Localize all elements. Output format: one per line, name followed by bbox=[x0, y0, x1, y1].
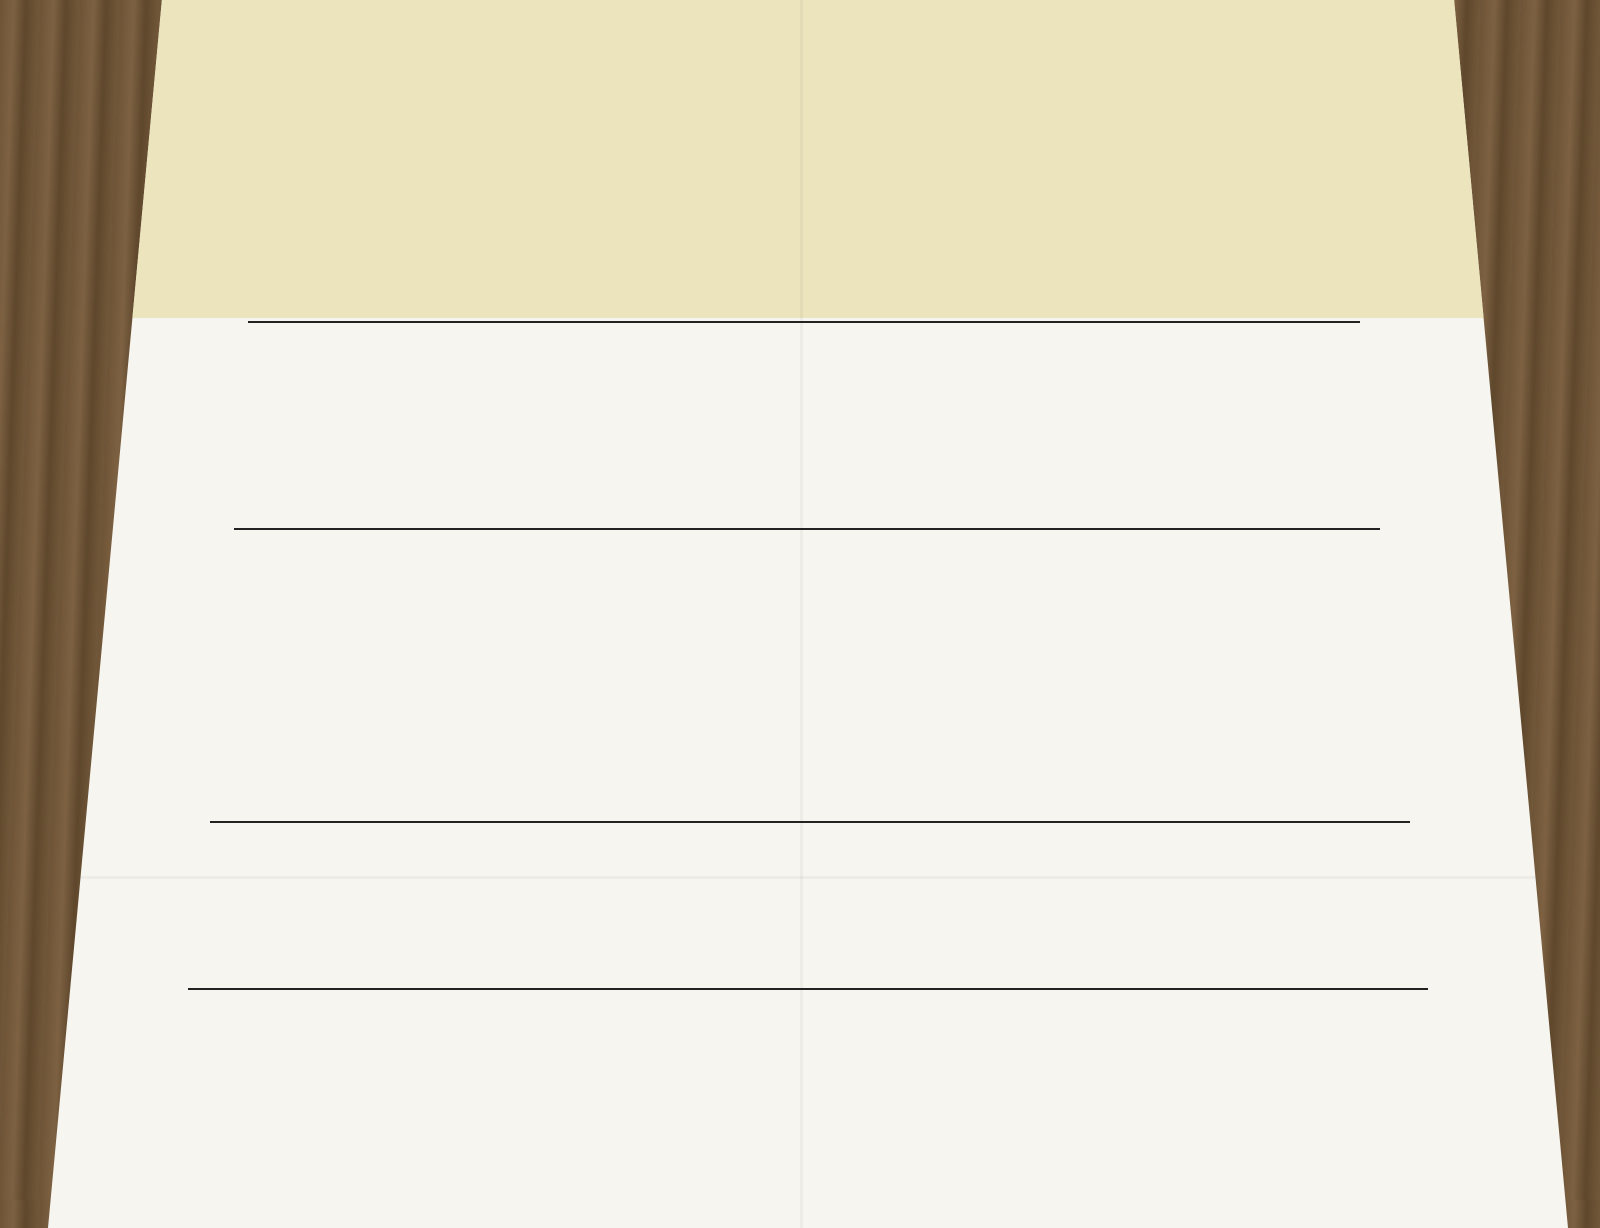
goca-watermark bbox=[48, 0, 1568, 318]
goca-watermark-right bbox=[1420, 318, 1520, 1228]
divider bbox=[248, 321, 1360, 323]
paper-fold-horizontal bbox=[48, 876, 1568, 879]
divider bbox=[210, 821, 1410, 823]
paper-fold-vertical bbox=[800, 0, 803, 1228]
identification-report-sheet bbox=[48, 0, 1568, 1228]
goca-watermark-left bbox=[120, 318, 230, 1228]
divider bbox=[188, 988, 1428, 990]
divider bbox=[234, 528, 1380, 530]
header-watermark-band bbox=[48, 0, 1568, 318]
